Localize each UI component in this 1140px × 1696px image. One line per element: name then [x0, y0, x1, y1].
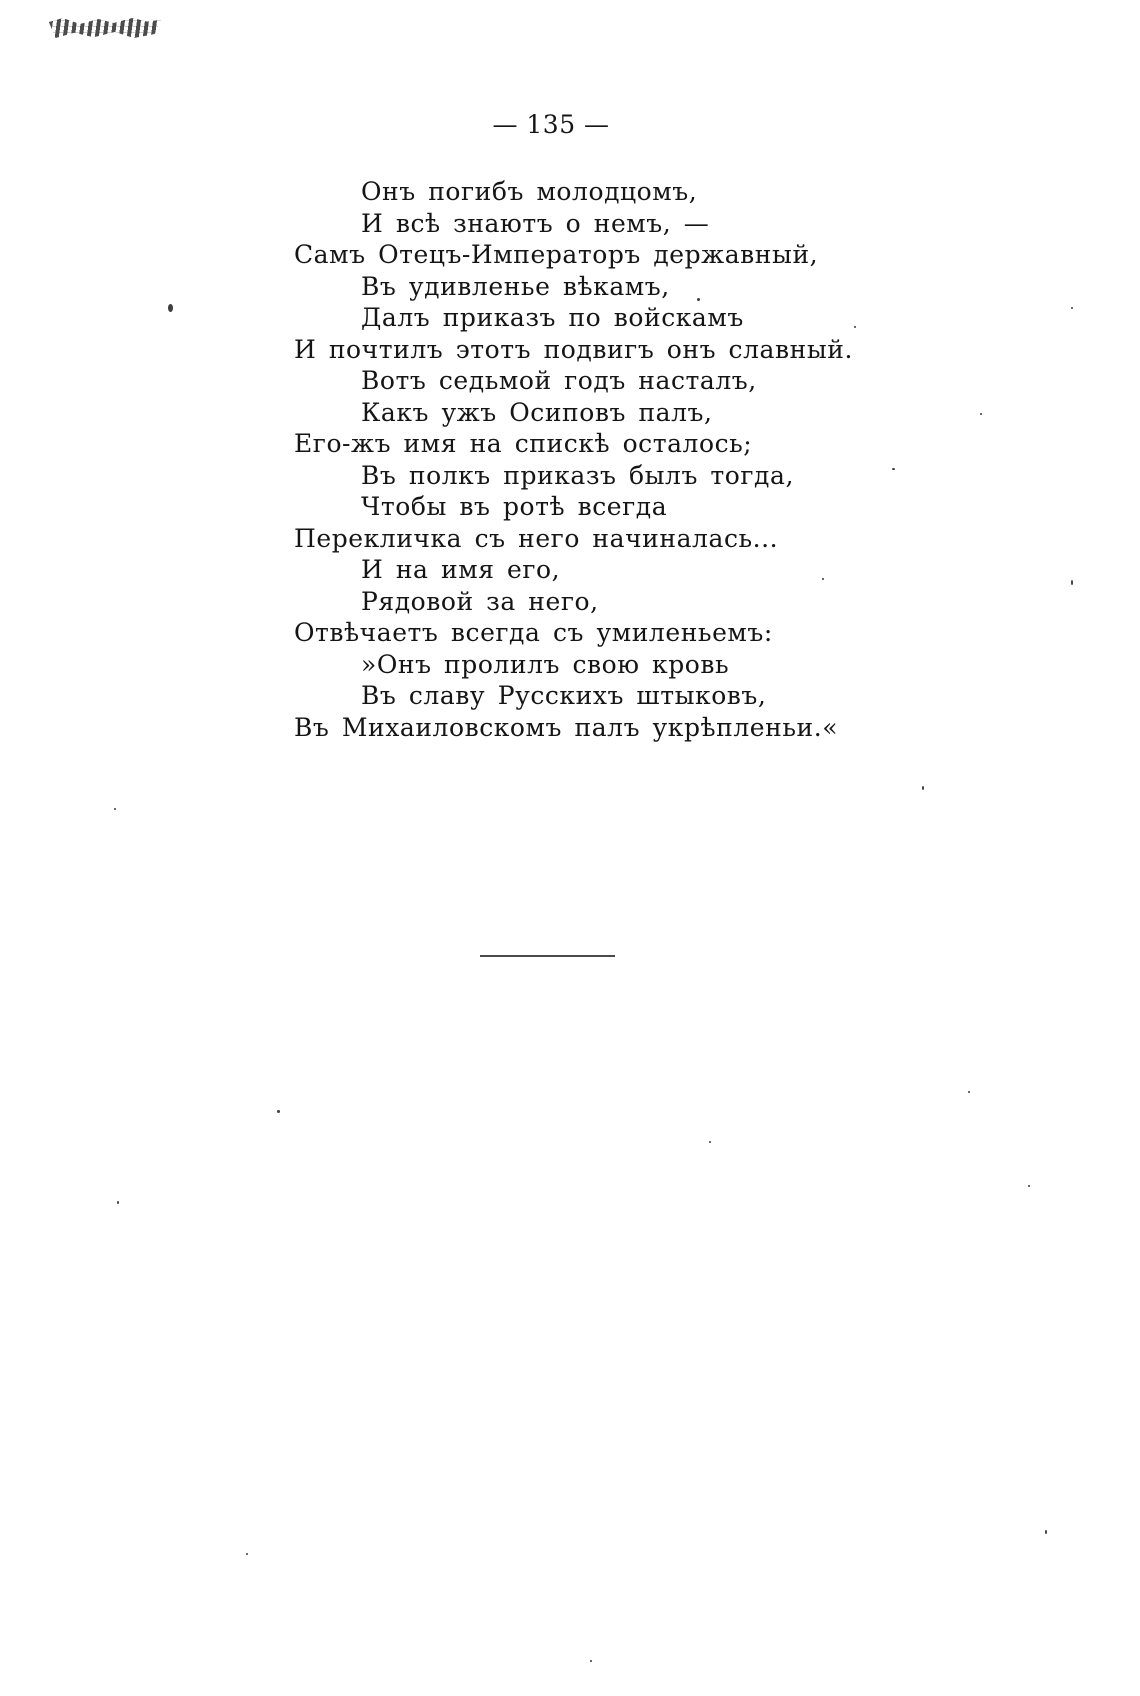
ink-speck: [822, 578, 824, 580]
ink-speck: [168, 304, 173, 312]
poem: [294, 176, 854, 743]
poem-line: Въ Михаиловскомъ палъ укрѣпленьи.«: [294, 712, 839, 742]
page-number: — 135 —: [492, 110, 610, 139]
ink-speck: [709, 1141, 711, 1143]
ink-speck: [922, 786, 924, 790]
ink-speck: [1071, 307, 1073, 309]
ink-speck: [697, 298, 700, 301]
poem-line: Какъ ужъ Осиповъ палъ,: [361, 397, 713, 427]
poem-line: Онъ погибъ молодцомъ,: [361, 177, 698, 206]
poem-line: Вотъ седьмой годъ насталъ,: [361, 366, 757, 395]
poem-line: И на имя его,: [361, 555, 561, 584]
poem-line: Далъ приказъ по войскамъ: [361, 303, 744, 332]
ink-speck: [246, 1553, 248, 1555]
poem-line: Самъ Отецъ-Императоръ державный,: [294, 240, 819, 269]
ink-speck: [1028, 1185, 1030, 1187]
poem-line: Перекличка съ него начиналась...: [294, 523, 779, 553]
poem-line: Въ славу Русскихъ штыковъ,: [361, 681, 767, 710]
section-divider: [480, 955, 615, 957]
poem-line: И почтилъ этотъ подвигъ онъ славный.: [294, 334, 853, 364]
ink-speck: [590, 1660, 592, 1662]
ink-speck: [1045, 1530, 1047, 1534]
ink-speck: [854, 326, 856, 328]
scan-mark: [47, 18, 162, 38]
ink-speck: [117, 1201, 119, 1204]
ink-speck: [114, 808, 116, 810]
poem-line: Чтобы въ ротѣ всегда: [361, 492, 668, 521]
poem-line: Его-жъ имя на спискѣ осталось;: [294, 429, 753, 458]
ink-speck: [277, 1110, 280, 1113]
ink-speck: [892, 468, 895, 470]
ink-speck: [968, 1091, 970, 1093]
ink-speck: [1071, 580, 1073, 585]
poem-line: И всѣ знаютъ о немъ, —: [361, 208, 710, 238]
poem-line: Въ удивленье вѣкамъ,: [361, 271, 670, 301]
ink-speck: [980, 413, 982, 415]
poem-line: »Онъ пролилъ свою кровь: [361, 649, 730, 679]
poem-line: Въ полкъ приказъ былъ тогда,: [361, 460, 794, 490]
poem-line: Отвѣчаетъ всегда съ умиленьемъ:: [294, 618, 773, 647]
poem-line: Рядовой за него,: [361, 586, 599, 616]
